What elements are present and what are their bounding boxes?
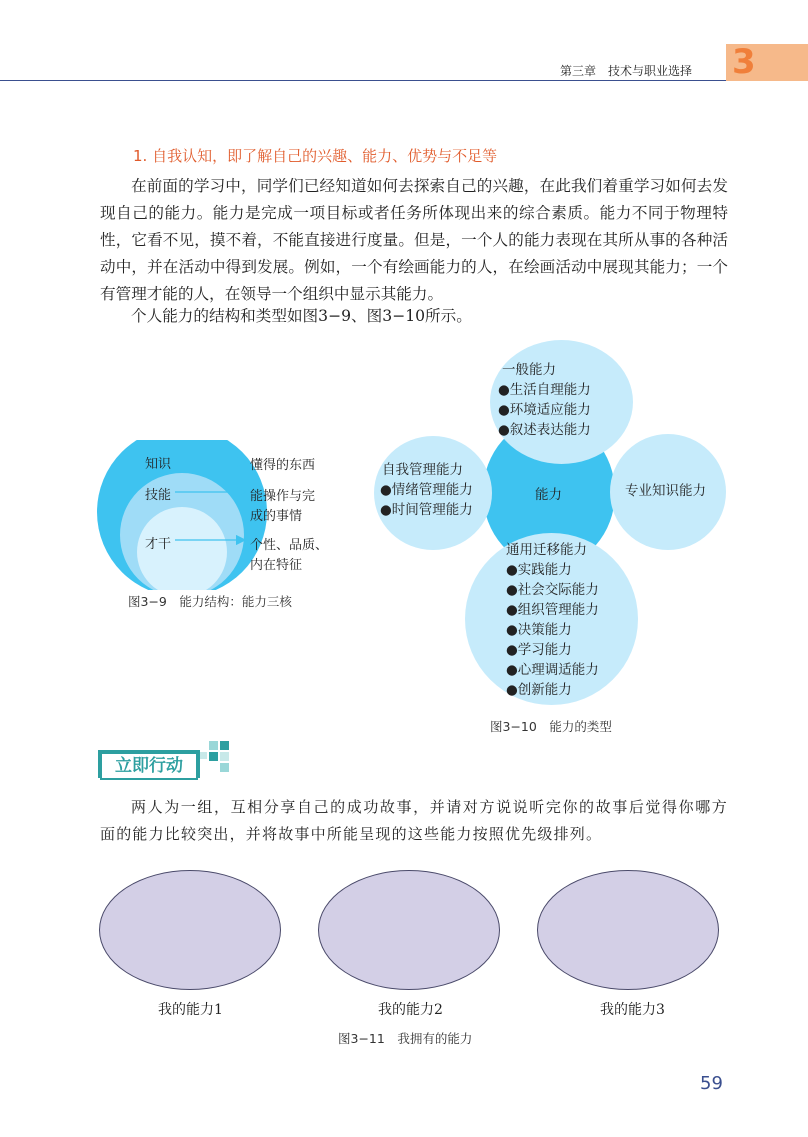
ability-oval-3[interactable] — [537, 870, 719, 990]
layer-desc-skill-1: 能操作与完 — [250, 489, 316, 504]
bottom-item: ●组织管理能力 — [506, 602, 599, 618]
oval-label-2: 我的能力2 — [378, 1002, 443, 1018]
figure-3-11-caption: 图3−11 我拥有的能力 — [338, 1031, 473, 1046]
layer-desc-skill-2: 成的事情 — [250, 509, 303, 524]
left-item: ●时间管理能力 — [380, 502, 473, 518]
top-title: 一般能力 — [502, 362, 556, 378]
top-item: ●环境适应能力 — [498, 402, 591, 418]
left-title: 自我管理能力 — [382, 462, 463, 478]
layer-desc-knowledge: 懂得的东西 — [250, 458, 316, 473]
page-number: 59 — [700, 1073, 723, 1094]
top-item: ●生活自理能力 — [498, 382, 591, 398]
action-label: 立即行动 — [100, 752, 198, 780]
body-paragraph-1: 在前面的学习中，同学们已经知道如何去探索自己的兴趣，在此我们着重学习如何去发现自己的能力。能力是完成一项目标或者任务所体现出来的综合素质。能力不同于物理特性，它看不见，摸不着，不能直接进行度量。但是，一个人的能力表现在其所从事的各种活动中，并在活动中得到发展。例如，一个有绘画能力的人，在绘画活动中展现其能力；一个有管理才能的人，在领导一个组织中显示其能力。 — [100, 177, 728, 303]
bottom-item: ●心理调适能力 — [506, 662, 599, 678]
left-item: ●情绪管理能力 — [380, 482, 473, 498]
bottom-item: ●社会交际能力 — [506, 582, 599, 598]
layer-desc-talent-1: 个性、品质、 — [250, 538, 329, 553]
ability-oval-1[interactable] — [99, 870, 281, 990]
bottom-item: ●学习能力 — [506, 642, 572, 658]
bottom-item: ●创新能力 — [506, 682, 572, 698]
figure-3-9-caption: 图3−9 能力结构：能力三核 — [128, 594, 292, 609]
header-rule — [0, 80, 726, 81]
layer-name-skill: 技能 — [145, 488, 172, 503]
right-title: 专业知识能力 — [625, 483, 706, 499]
ability-oval-2[interactable] — [318, 870, 500, 990]
center-label: 能力 — [535, 487, 562, 503]
bottom-item: ●实践能力 — [506, 562, 572, 578]
body-paragraph-2: 个人能力的结构和类型如图3−9、图3−10所示。 — [131, 307, 472, 325]
oval-label-3: 我的能力3 — [600, 1002, 665, 1018]
chapter-number: 3 — [732, 42, 756, 82]
bottom-title: 通用迁移能力 — [506, 542, 587, 558]
top-item: ●叙述表达能力 — [498, 422, 591, 438]
layer-name-talent: 才干 — [145, 537, 172, 552]
oval-label-1: 我的能力1 — [158, 1002, 223, 1018]
action-paragraph: 两人为一组，互相分享自己的成功故事，并请对方说说听完你的故事后觉得你哪方面的能力比较突出，并将故事中所能呈现的这些能力按照优先级排列。 — [100, 798, 728, 843]
figure-3-10-caption: 图3−10 能力的类型 — [490, 719, 612, 734]
layer-name-knowledge: 知识 — [145, 457, 172, 472]
bottom-item: ●决策能力 — [506, 622, 572, 638]
chapter-title: 第三章 技术与职业选择 — [560, 64, 693, 78]
section-heading: 1. 自我认知，即了解自己的兴趣、能力、优势与不足等 — [133, 147, 498, 165]
layer-desc-talent-2: 内在特征 — [250, 558, 303, 573]
